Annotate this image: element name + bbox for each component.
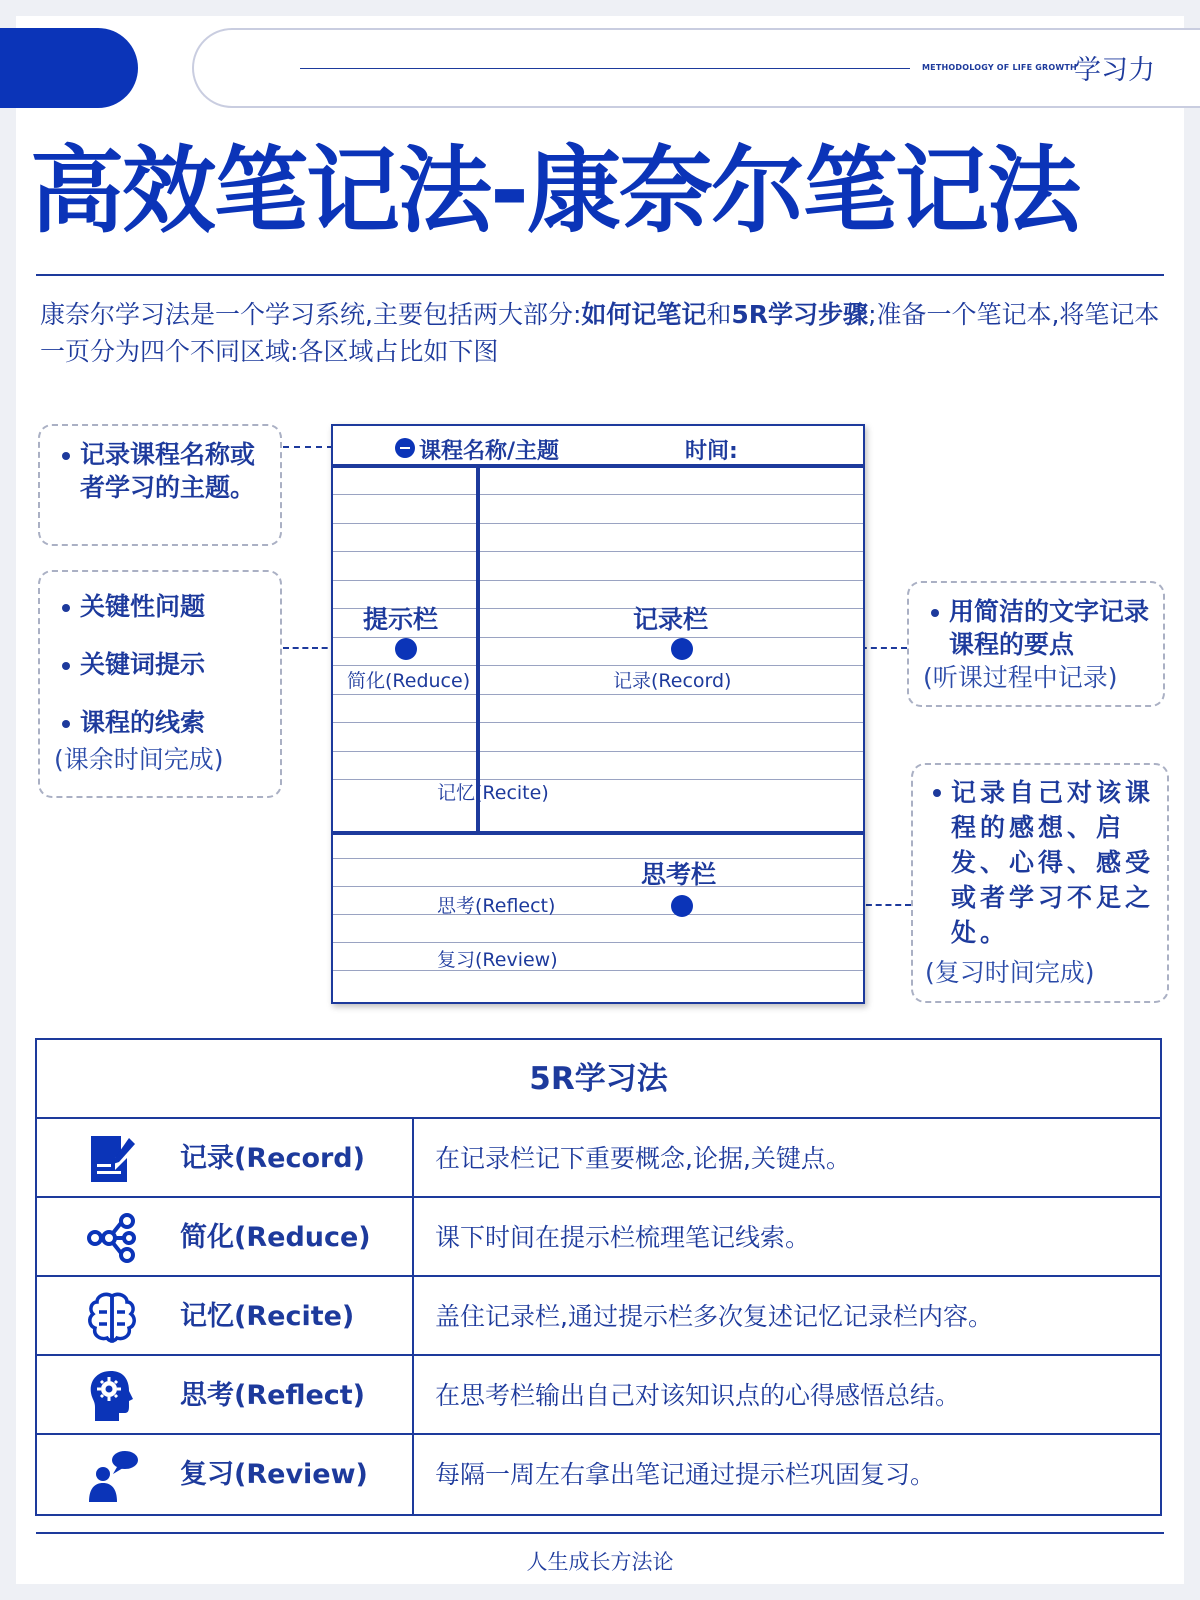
- row-name: 简化(Reduce): [180, 1222, 371, 1253]
- connector-course: [283, 446, 333, 448]
- note-course-item: 记录课程名称或者学习的主题。: [54, 438, 270, 504]
- course-label: 课程名称/主题: [419, 439, 560, 464]
- line-rule: [333, 942, 863, 943]
- table-row: [37, 1119, 1160, 1198]
- document-edit-icon: [85, 1132, 139, 1186]
- table-row: [37, 1356, 1160, 1435]
- table-title: 5R学习法: [37, 1040, 1160, 1119]
- note-record: [907, 581, 1165, 707]
- line-rule: [333, 523, 863, 524]
- brain-icon: [85, 1290, 139, 1344]
- table-row: [37, 1435, 1160, 1514]
- row-description: 盖住记录栏,通过提示栏多次复述记忆记录栏内容。: [435, 1302, 993, 1331]
- line-rule: [333, 779, 863, 780]
- title-divider: [36, 274, 1164, 276]
- header-accent-pill: [0, 28, 138, 108]
- recite-label: 记忆(Recite): [437, 782, 549, 804]
- note-cue-item: 课程的线索: [54, 706, 270, 739]
- header-brand: 学习力: [1074, 55, 1155, 86]
- note-cue-sub: (课余时间完成): [54, 745, 224, 774]
- header-subtitle: METHODOLOGY OF LIFE GROWTH: [922, 63, 1077, 72]
- summary-column-label: 思考栏: [641, 860, 717, 889]
- row-description: 在记录栏记下重要概念,论据,关键点。: [435, 1144, 851, 1173]
- line-rule: [333, 551, 863, 552]
- row-name: 记忆(Recite): [180, 1301, 355, 1332]
- summary-rule: [333, 831, 863, 835]
- footer-text: 人生成长方法论: [526, 1550, 674, 1574]
- 5r-method-table: [35, 1038, 1162, 1516]
- note-cue-item: 关键性问题: [54, 590, 270, 623]
- row-description: 每隔一周左右拿出笔记通过提示栏巩固复习。: [435, 1460, 936, 1489]
- reflect-label: 思考(Reflect): [437, 895, 556, 917]
- row-description: 在思考栏输出自己对该知识点的心得感悟总结。: [435, 1381, 961, 1410]
- record-column-label: 记录栏: [633, 605, 709, 634]
- cue-column-label: 提示栏: [363, 605, 439, 634]
- row-name: 思考(Reflect): [180, 1380, 366, 1411]
- row-description: 课下时间在提示栏梳理笔记线索。: [435, 1223, 811, 1252]
- intro-text: 康奈尔学习法是一个学习系统,主要包括两大部分:: [40, 300, 582, 329]
- line-rule: [333, 722, 863, 723]
- intro-highlight: 如何记笔记: [581, 300, 707, 329]
- network-nodes-icon: [85, 1211, 139, 1265]
- note-reflect-item: 记录自己对该课程的感想、启发、心得、感受或者学习不足之处。: [925, 775, 1157, 950]
- review-label: 复习(Review): [437, 949, 558, 971]
- line-rule: [333, 886, 863, 887]
- note-record-sub: (听课过程中记录): [923, 663, 1118, 692]
- line-rule: [333, 637, 863, 638]
- note-reflect-sub: (复习时间完成): [925, 958, 1095, 987]
- line-rule: [333, 494, 863, 495]
- header-divider: [300, 68, 910, 69]
- intro-paragraph: [40, 296, 1160, 370]
- table-row: [37, 1198, 1160, 1277]
- time-label: 时间:: [685, 439, 738, 464]
- intro-text: 和: [706, 300, 732, 329]
- note-reflect: [911, 763, 1169, 1003]
- person-speech-icon: [85, 1448, 139, 1502]
- note-record-item: 用简洁的文字记录课程的要点: [923, 595, 1153, 661]
- reduce-label: 简化(Reduce): [347, 670, 471, 692]
- line-rule: [333, 580, 863, 581]
- header-rule: [333, 464, 863, 468]
- page-title: 高效笔记法-康奈尔笔记法: [30, 137, 1080, 246]
- intro-highlight: 5R学习步骤: [731, 300, 869, 329]
- note-cue: [38, 570, 282, 798]
- cue-marker-icon: [395, 638, 417, 660]
- line-rule: [333, 858, 863, 859]
- head-gear-icon: [85, 1369, 139, 1423]
- intro-text: ;准备一个笔记本,将笔记本一页分为四个不同区域:各区域占比如下图: [40, 300, 1160, 366]
- table-row: [37, 1277, 1160, 1356]
- record-sub-label: 记录(Record): [613, 670, 732, 692]
- note-course: [38, 424, 282, 546]
- line-rule: [333, 751, 863, 752]
- row-name: 记录(Record): [180, 1143, 365, 1174]
- line-rule: [333, 970, 863, 971]
- footer-divider: [36, 1532, 1164, 1534]
- note-cue-item: 关键词提示: [54, 648, 270, 681]
- row-name: 复习(Review): [180, 1459, 368, 1490]
- cornell-notebook-diagram: [331, 424, 865, 1004]
- record-marker-icon: [671, 638, 693, 660]
- line-rule: [333, 914, 863, 915]
- line-rule: [333, 694, 863, 695]
- course-marker-icon: [395, 438, 415, 458]
- summary-marker-icon: [671, 895, 693, 917]
